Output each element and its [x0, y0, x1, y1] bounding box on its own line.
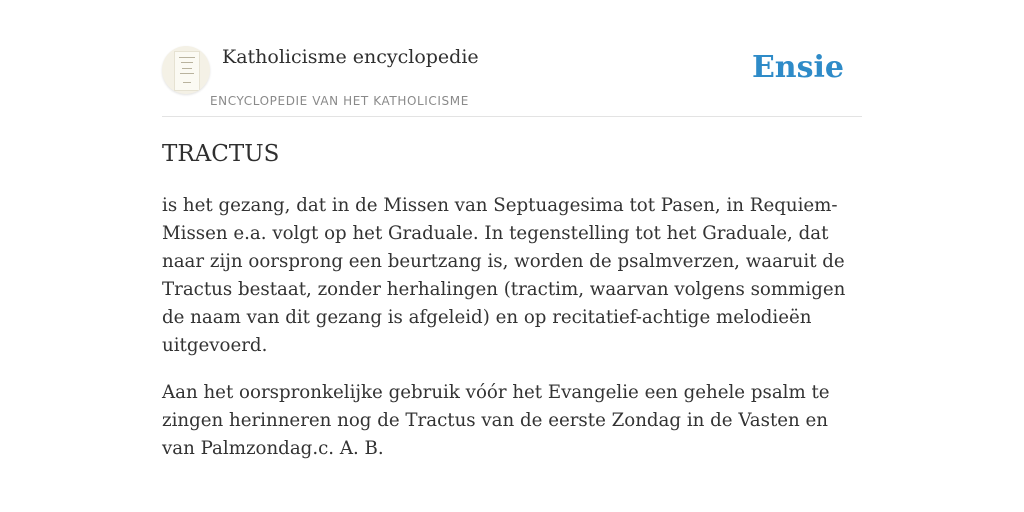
- site-title[interactable]: Katholicisme encyclopedie: [222, 46, 479, 68]
- book-cover-icon[interactable]: [162, 46, 210, 94]
- page-container: [162, 0, 862, 459]
- article-title: TRACTUS: [162, 141, 280, 167]
- article-paragraph: is het gezang, dat in de Missen van Septuagesima tot Pasen, in Requiem-Missen e.a. volgt op het Graduale. In tegenstelling tot het Graduale, dat naar zijn oorsprong een beurtzang is, worden de psalmverzen, waaruit de Tractus bestaat, zonder herhalingen (tractim, waarvan volgens sommigen de naam van dit gezang is afgeleid) en op recitatief-achtige melodieën uitgevoerd.: [162, 195, 846, 356]
- brand-logo[interactable]: Ensie: [751, 50, 844, 85]
- site-subtitle: ENCYCLOPEDIE VAN HET KATHOLICISME: [210, 94, 469, 108]
- site-header: [162, 0, 862, 117]
- article-paragraph: Aan het oorspronkelijke gebruik vóór het Evangelie een gehele psalm te zingen herinneren nog de Tractus van de eerste Zondag in de Vasten en van Palmzondag.c. A. B.: [162, 382, 830, 459]
- article-body: [162, 192, 862, 482]
